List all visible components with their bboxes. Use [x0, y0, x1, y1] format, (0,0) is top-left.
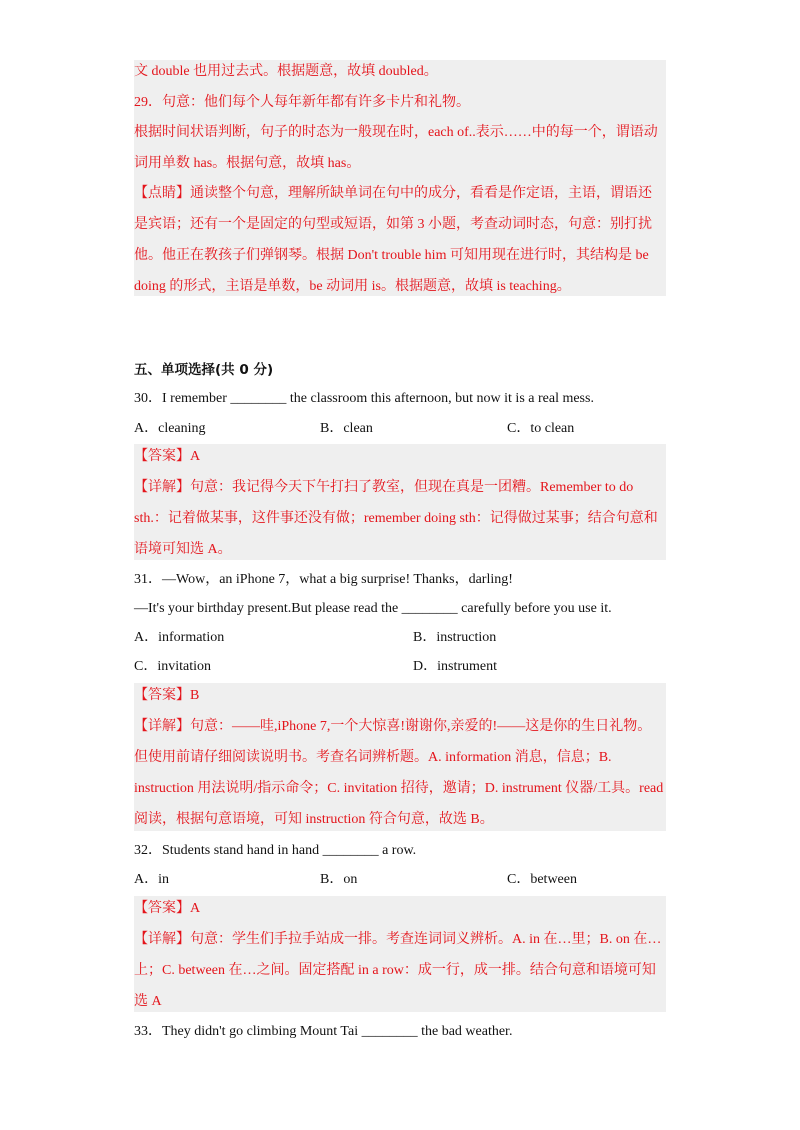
explanation-line: 词用单数 has。根据句意，故填 has。 [134, 156, 361, 171]
question-stem: 30．I remember ________ the classroom this afternoon, but now it is a real mess. [134, 391, 594, 406]
section-title: 五、单项选择(共 0 分) [134, 362, 274, 378]
explanation-line: 【详解】句意：我记得今天下午打扫了教室，但现在真是一团糟。Remember to do [134, 480, 634, 495]
explanation-line: 他。他正在教孩子们弹钢琴。根据 Don't trouble him 可知用现在进行时，其结构是 be [134, 248, 649, 263]
option-b: B．clean [320, 421, 373, 436]
option-a: A．in [134, 872, 169, 887]
question-stem: 32．Students stand hand in hand ________ a row. [134, 843, 417, 858]
option-a: A．cleaning [134, 421, 206, 436]
explanation-line: 但使用前请仔细阅读说明书。考查名词辨析题。A. information 消息，信息；B. [134, 750, 612, 765]
answer-label: 【答案】A [134, 449, 201, 464]
explanation-line: instruction 用法说明/指示命令；C. invitation 招待，邀请；D. instrument 仪器/工具。read [134, 781, 664, 796]
option-c: C．invitation [134, 659, 211, 674]
explanation-line: 文 double 也用过去式。根据题意，故填 doubled。 [134, 64, 438, 79]
question-stem: —It's your birthday present.But please read the ________ carefully before you use it. [134, 601, 612, 616]
explanation-line: 选 A [134, 994, 162, 1009]
option-c: C．between [507, 872, 577, 887]
explanation-line: 【详解】句意：——哇,iPhone 7,一个大惊喜!谢谢你,亲爱的!——这是你的生日礼物。 [134, 719, 652, 734]
answer-label: 【答案】B [134, 688, 200, 703]
explanation-line: 根据时间状语判断，句子的时态为一般现在时，each of..表示……中的每一个，谓语动 [134, 125, 658, 140]
option-a: A．information [134, 630, 225, 645]
explanation-line: 语境可知选 A。 [134, 542, 232, 557]
answer-shading [134, 896, 666, 1012]
question-stem: 31．—Wow，an iPhone 7，what a big surprise! Thanks，darling! [134, 572, 513, 587]
explanation-line: 阅读，根据句意语境，可知 instruction 符合句意，故选 B。 [134, 812, 494, 827]
option-c: C．to clean [507, 421, 575, 436]
question-stem: 33．They didn't go climbing Mount Tai ________ the bad weather. [134, 1024, 513, 1039]
option-d: D．instrument [413, 659, 497, 674]
explanation-line: doing 的形式，主语是单数，be 动词用 is。根据题意，故填 is teaching。 [134, 279, 571, 294]
explanation-line: 【点睛】通读整个句意，理解所缺单词在句中的成分，看看是作定语，主语，谓语还 [134, 186, 652, 201]
explanation-line: sth.：记着做某事，这件事还没有做；remember doing sth：记得做过某事；结合句意和 [134, 511, 658, 526]
option-b: B．on [320, 872, 358, 887]
explanation-line: 上；C. between 在…之间。固定搭配 in a row：成一行，成一排。结合句意和语境可知 [134, 963, 656, 978]
explanation-line: 【详解】句意：学生们手拉手站成一排。考查连词词义辨析。A. in 在…里；B. on 在… [134, 932, 662, 947]
answer-label: 【答案】A [134, 901, 201, 916]
option-b: B．instruction [413, 630, 497, 645]
explanation-line: 29．句意：他们每个人每年新年都有许多卡片和礼物。 [134, 95, 470, 110]
explanation-line: 是宾语；还有一个是固定的句型或短语，如第 3 小题，考查动词时态，句意：别打扰 [134, 217, 652, 232]
